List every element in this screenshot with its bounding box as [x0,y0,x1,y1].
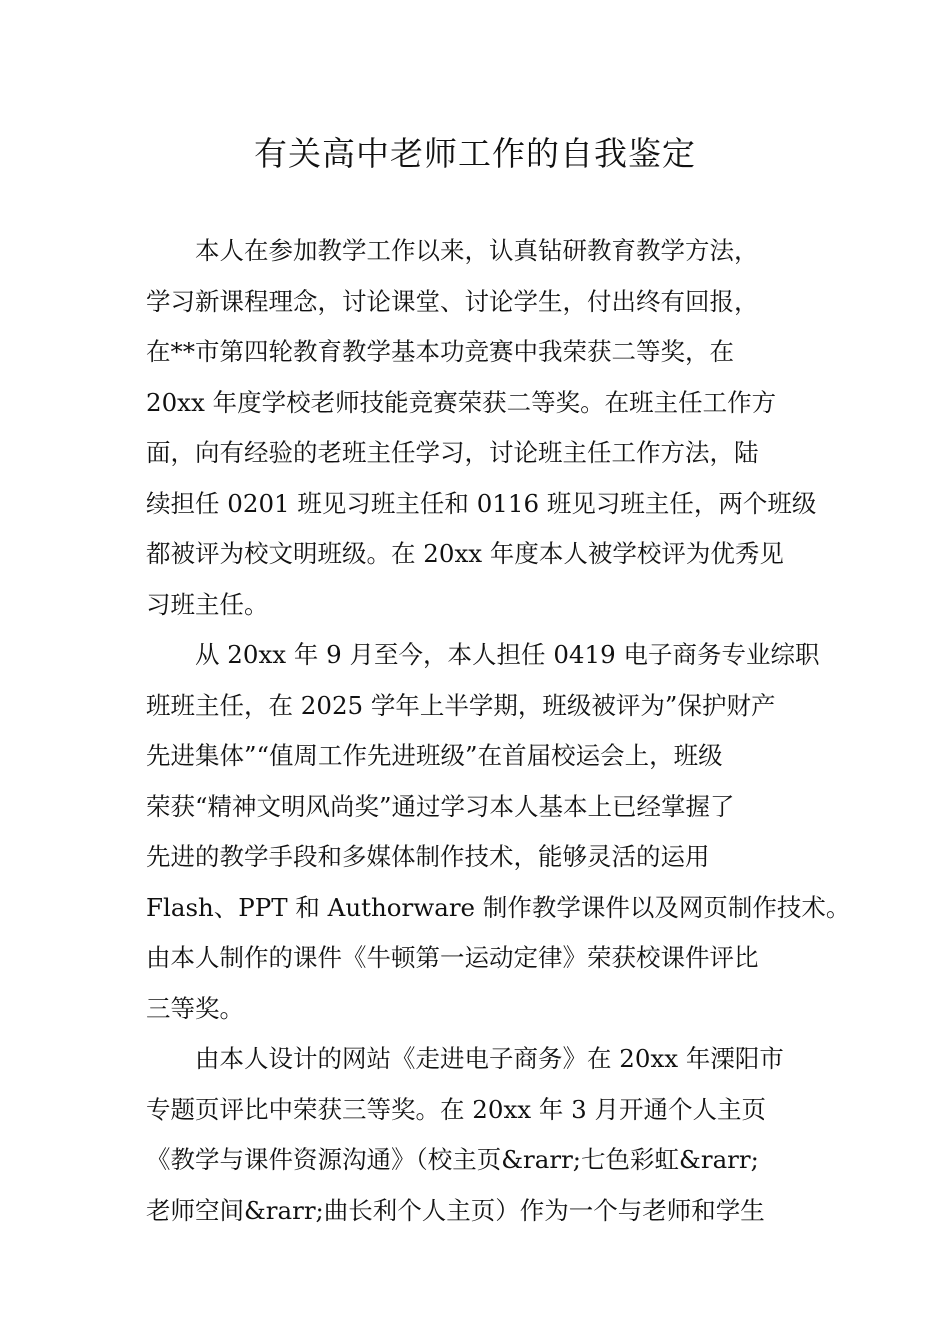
body-line: 《教学与课件资源沟通》（校主页&rarr;七色彩虹&rarr; [146,1145,759,1174]
body-line: 先进的教学手段和多媒体制作技术，能够灵活的运用 [146,842,710,871]
body-line: 班班主任，在 2025 学年上半学期，班级被评为”保护财产 [146,690,776,720]
body-line: 20xx 年度学校老师技能竞赛荣获二等奖。在班主任工作方 [146,387,777,417]
body-line: 由本人制作的课件《牛顿第一运动定律》荣获校课件评比 [146,943,759,972]
body-line: 荣获“精神文明风尚奖”通过学习本人基本上已经掌握了 [146,791,735,821]
body-line: 面，向有经验的老班主任学习，讨论班主任工作方法，陆 [146,438,759,467]
body-line: 由本人设计的网站《走进电子商务》在 20xx 年溧阳市 [146,1044,784,1073]
body-line: 三等奖。 [146,993,244,1023]
body-line: Flash、PPT 和 Authorware 制作教学课件以及网页制作技术。 [146,892,851,922]
document-body [146,226,851,1236]
body-line: 老师空间&rarr;曲长利个人主页）作为一个与老师和学生 [146,1195,765,1225]
body-line: 先进集体”“值周工作先进班级”在首届校运会上，班级 [146,741,723,770]
body-line: 习班主任。 [146,589,269,619]
body-line: 专题页评比中荣获三等奖。在 20xx 年 3 月开通个人主页 [146,1094,767,1124]
body-line: 在**市第四轮教育教学基本功竞赛中我荣获二等奖，在 [146,337,734,366]
document-title: 有关高中老师工作的自我鉴定 [254,134,696,173]
body-line: 续担任 0201 班见习班主任和 0116 班见习班主任，两个班级 [146,488,817,518]
body-line: 学习新课程理念，讨论课堂、讨论学生，付出终有回报， [146,286,759,316]
body-line: 从 20xx 年 9 月至今，本人担任 0419 电子商务专业综职 [146,640,820,669]
body-line: 本人在参加教学工作以来，认真钻研教育教学方法， [146,236,759,265]
body-line: 都被评为校文明班级。在 20xx 年度本人被学校评为优秀见 [146,539,784,568]
